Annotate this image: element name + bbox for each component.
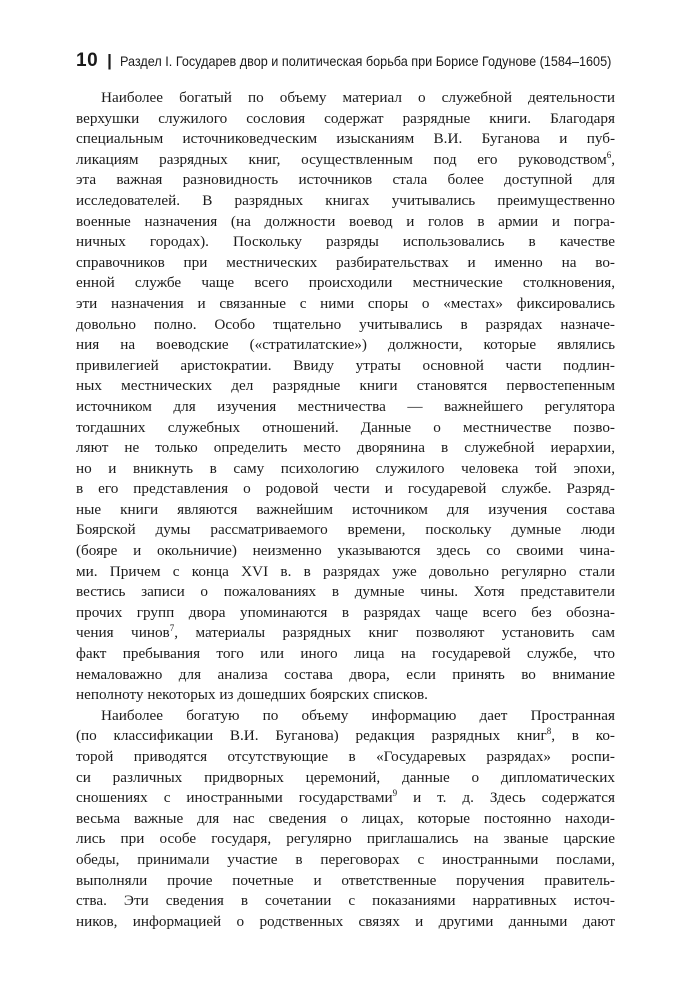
footnote-ref-9[interactable]: 9	[392, 788, 398, 799]
text-line: военные назначения (на должности воевод и голов в армии и погра-	[76, 212, 615, 230]
text-line: неполноту некоторых из дошедших боярских списков.	[76, 686, 428, 704]
text-line: привилегией аристократии. Ввиду утраты основной части подлин-	[76, 356, 615, 374]
text-line: ных местнических дел разрядные книги становятся первостепенным	[76, 377, 615, 395]
text-line: Наиболее богатую по объему информацию дает Пространная	[101, 706, 615, 724]
text-fragment: сношениях с иностранными государствами	[76, 789, 393, 807]
text-line: ничных городах). Поскольку разряды использовались в качестве	[76, 233, 615, 251]
text-line: в его представления о родовой чести и государевой службе. Разряд-	[76, 480, 615, 498]
text-line: вестись записи о пожалованиях в думные чины. Хотя представители	[76, 583, 615, 601]
text-line: выполняли прочие почетные и ответственные поручения правитель-	[76, 871, 615, 889]
text-fragment: , материалы разрядных книг позволяют установить сам	[174, 624, 615, 642]
text-line: ляют не только определить место дворянина в служебной иерархии,	[76, 439, 615, 457]
text-fragment: ликациям разрядных книг, осуществленным под его руководством	[76, 150, 607, 168]
text-line: верхушки служилого сословия содержат разрядные книги. Благодаря	[76, 109, 615, 127]
text-line: специальным источниковедческим изысканиям В.И. Буганова и пуб-	[76, 130, 615, 148]
text-fragment: (по классификации В.И. Буганова) редакция разрядных книг	[76, 727, 547, 745]
text-line: енной службе чаще всего происходили местнические столкновения,	[76, 274, 615, 292]
running-head-separator: |	[107, 51, 112, 70]
text-line: справочников при местнических разбирательствах и именно на во-	[76, 253, 615, 271]
text-line: ников, информацией о родственных связях и другими данными дают	[76, 912, 615, 930]
text-line	[76, 150, 615, 171]
text-line: ми. Причем с конца XVI в. в разрядах уже довольно регулярно стали	[76, 562, 615, 580]
text-line: немаловажно для анализа состава двора, если принять во внимание	[76, 665, 615, 683]
text-line	[76, 788, 615, 809]
footnote-ref-7[interactable]: 7	[169, 623, 175, 634]
text-line: источником для изучения местничества — важнейшего регулятора	[76, 397, 615, 415]
text-line: си различных придворных церемоний, данные о дипломатических	[76, 768, 615, 786]
text-fragment: и т. д. Здесь содержатся	[397, 789, 615, 807]
text-line: факт пребывания того или иного лица на государевой службе, что	[76, 645, 615, 663]
text-line: лись при особе государя, регулярно приглашались на званые царские	[76, 830, 615, 848]
running-head	[76, 50, 616, 72]
text-line: Наиболее богатый по объему материал о служебной деятельности	[101, 89, 615, 106]
text-line: эта важная разновидность источников стала более доступной для	[76, 171, 615, 189]
text-line: (бояре и окольничие) неизменно указываются здесь со своими чина-	[76, 542, 615, 560]
body-text	[76, 88, 615, 932]
footnote-ref-8[interactable]: 8	[546, 726, 552, 737]
text-fragment: ,	[611, 150, 615, 168]
text-line: исследователей. В разрядных книгах учитывались преимущественно	[76, 191, 615, 209]
text-fragment: , в ко-	[551, 727, 615, 745]
text-line: торой приводятся отсутствующие в «Государевых разрядах» роспи-	[76, 748, 615, 765]
text-line: ные книги являются важнейшим источником для изучения состава	[76, 500, 615, 518]
text-line: прочих групп двора упоминаются в разрядах чаще всего без обозна-	[76, 603, 615, 621]
text-fragment: чения чинов	[76, 624, 170, 642]
text-line	[76, 726, 615, 747]
text-line: довольно полно. Особо тщательно учитывались в разрядах назначе-	[76, 315, 615, 333]
text-line: эти назначения и связанные с ними споры о «местах» фиксировались	[76, 294, 615, 312]
section-title: Раздел I. Государев двор и политическая борьба при Борисе Годунове (1584–1605)	[119, 54, 612, 69]
footnote-ref-6[interactable]: 6	[606, 149, 612, 160]
text-line: обеды, принимали участие в переговорах с иностранными послами,	[76, 850, 615, 868]
text-line: весьма важные для нас сведения о лицах, которые постоянно находи-	[76, 809, 615, 827]
text-line: тогдашних служебных отношений. Данные о местничестве позво-	[76, 418, 615, 436]
text-line: Боярской думы рассматриваемого времени, поскольку думные люди	[76, 521, 615, 539]
text-line: ния на воеводские («стратилатские») должности, которые являлись	[76, 336, 615, 354]
text-line: но и вникнуть в саму психологию служилого человека той эпохи,	[76, 459, 615, 477]
page-number: 10	[76, 50, 99, 71]
text-line	[76, 623, 615, 644]
text-line: ства. Эти сведения в сочетании с показаниями нарративных источ-	[76, 892, 615, 910]
